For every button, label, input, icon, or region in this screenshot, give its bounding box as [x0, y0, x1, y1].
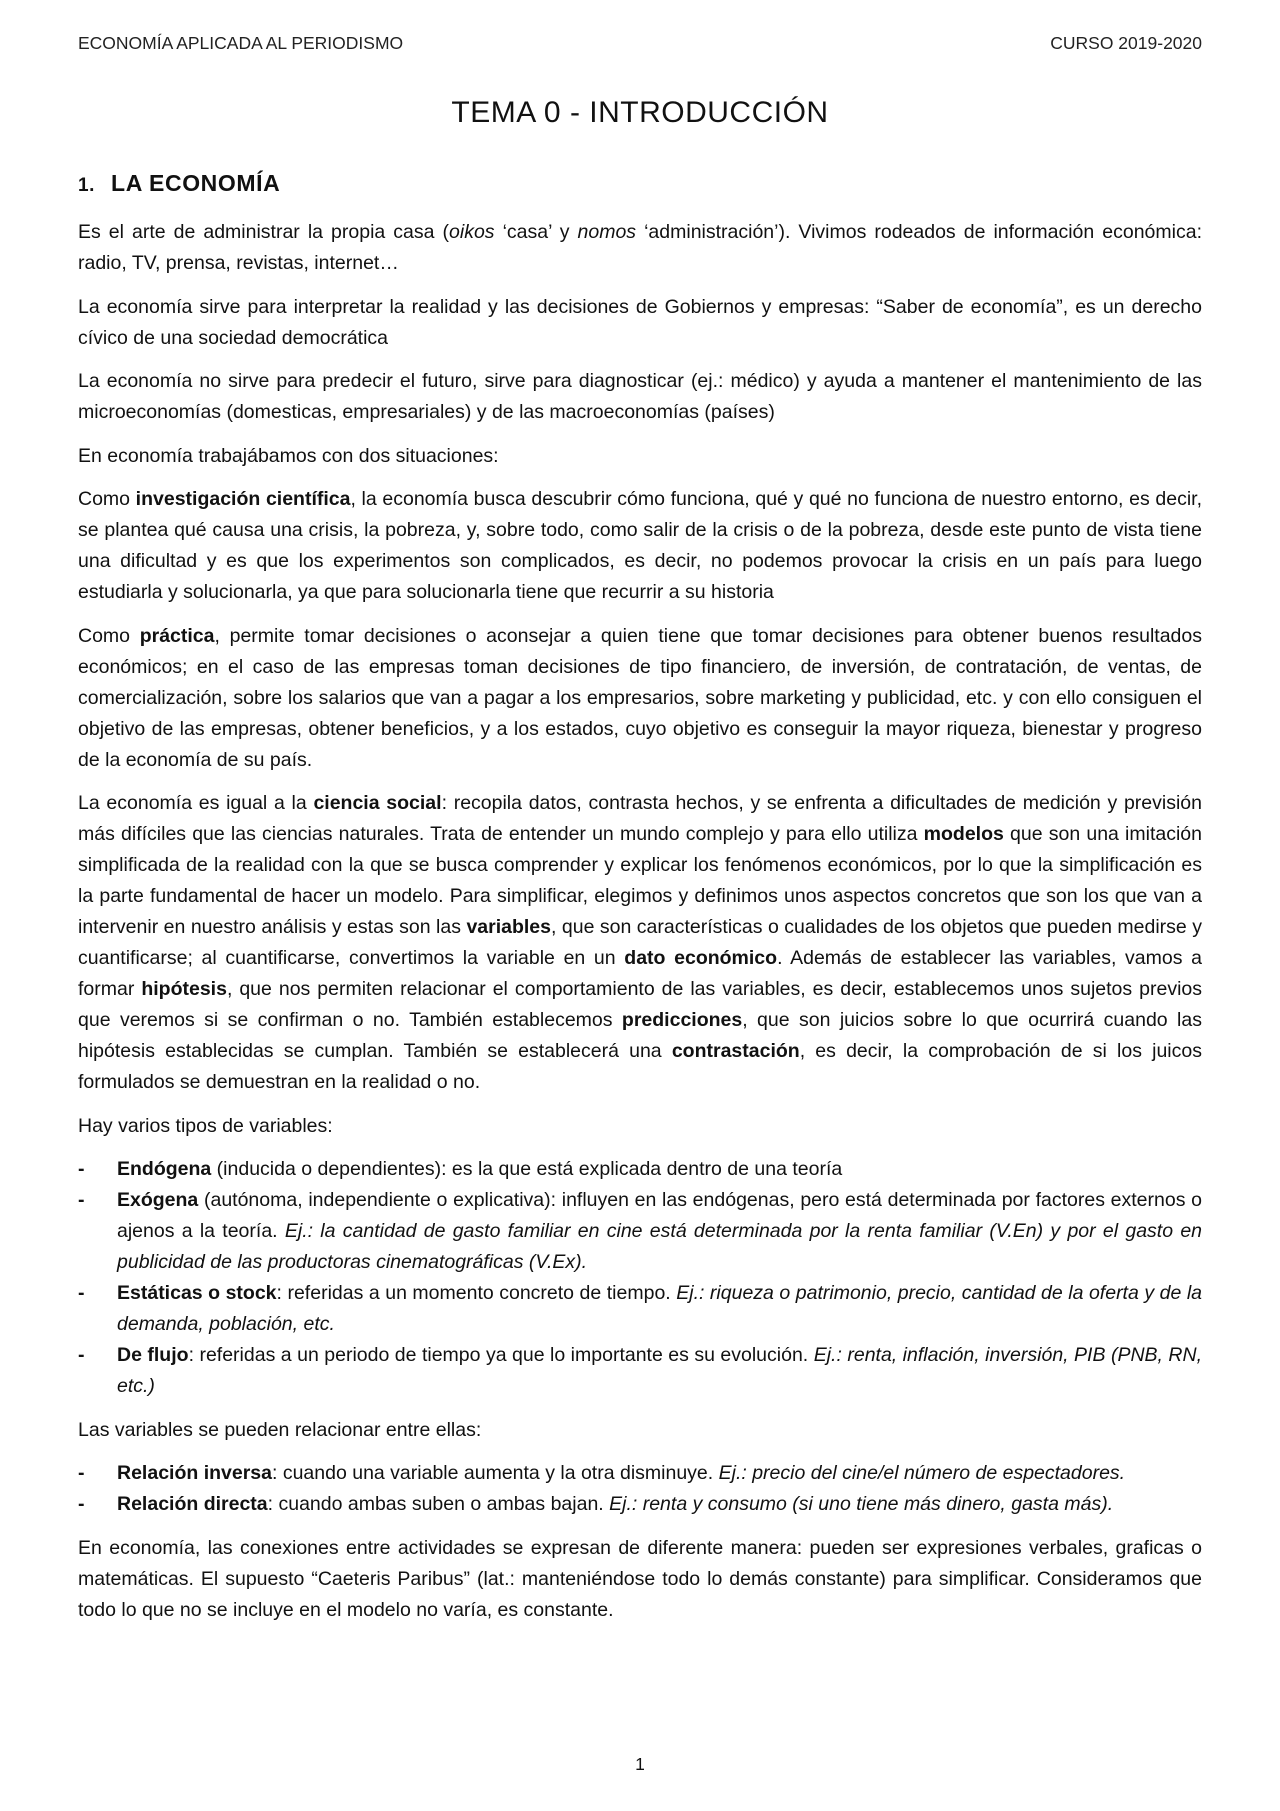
text-run: , que nos permiten relacionar el comportamiento de las variables, es decir, establecemos unos sujetos previos que veremos si se confirman o no. También establecemos — [78, 978, 1202, 1031]
bold-term: contrastación — [671, 1040, 800, 1062]
example-text: Ej.: precio del cine/el número de espectadores. — [718, 1462, 1126, 1484]
text-run: : cuando una variable aumenta y la otra disminuye. — [272, 1462, 719, 1484]
page-number: 1 — [635, 1754, 645, 1774]
dash-bullet: - — [78, 1462, 85, 1484]
paragraph-social-science — [78, 788, 1202, 1098]
list-item — [78, 1278, 1202, 1340]
bold-term: práctica — [139, 624, 215, 647]
dash-bullet: - — [78, 1493, 85, 1515]
bold-term: modelos — [923, 823, 1004, 845]
bold-term: Estáticas o stock — [117, 1282, 277, 1304]
relations-list — [78, 1458, 1202, 1520]
course-name: ECONOMÍA APLICADA AL PERIODISMO — [78, 33, 404, 53]
bold-term: variables — [466, 916, 551, 938]
bold-term: dato económico — [624, 947, 778, 969]
text-run: , la economía busca descubrir cómo funciona, qué y qué no funciona de nuestro entorno, es decir, se plantea qué causa una crisis, la pobreza, y, sobre todo, como salir de la crisis o de la pobreza, desde este punto de vista tiene una dificultad y es que los experimentos son complicados, es decir, no podemos provocar la crisis en un país para luego estudiarla y solucionarla, ya que para solucionarla tiene que recurrir a su historia — [78, 488, 1202, 603]
text-run: (inducida o dependientes): es la que está explicada dentro de una teoría — [211, 1158, 843, 1180]
bold-term: Exógena — [117, 1189, 199, 1211]
text-run: La economía es igual a la — [78, 792, 314, 814]
paragraph-definition — [78, 217, 1202, 279]
italic-term: oikos — [449, 221, 495, 243]
text-run: , es decir, la comprobación de si los juicos formulados se demuestran en la realidad o no. — [78, 1040, 1202, 1093]
text-run: ‘casa’ y — [494, 221, 578, 243]
bold-term: Relación directa — [117, 1493, 268, 1515]
course-year: CURSO 2019-2020 — [1050, 33, 1202, 53]
list-item — [78, 1340, 1202, 1402]
text-run: que son una imitación simplificada de la realidad con la que se busca comprender y explicar los fenómenos económicos, por lo que la simplificación es la parte fundamental de hacer un modelo. Para simplificar, elegimos y definimos unos aspectos concretos que son los que van a intervenir en nuestro análisis y estas son las — [78, 823, 1202, 938]
text-run: : referidas a un momento concreto de tiempo. — [276, 1282, 677, 1304]
paragraph-scientific-research — [78, 484, 1202, 608]
bold-term: De flujo — [117, 1344, 189, 1366]
bold-term: investigación científica — [135, 488, 351, 510]
paragraph-diagnosis: La economía no sirve para predecir el futuro, sirve para diagnosticar (ej.: médico) y ayuda a mantener el mantenimiento de las microeconomías (domesticas, empresariales) y de las macroeconomías (países) — [78, 370, 1202, 423]
bold-term: Endógena — [117, 1158, 212, 1180]
paragraph-caeteris-paribus: En economía, las conexiones entre actividades se expresan de diferente manera: pueden ser expresiones verbales, graficas o matemáticas. El supuesto “Caeteris Paribus” (lat.: manteniéndose todo lo demás constante) para simplificar. Consideramos que todo lo que no se incluye en el modelo no varía, es constante. — [78, 1536, 1202, 1621]
text-run: , que son características o cualidades de los objetos que pueden medirse y cuantificarse; al cuantificarse, convertimos la variable en un — [78, 916, 1202, 969]
paragraph-variable-types-intro: Hay varios tipos de variables: — [78, 1114, 333, 1137]
section-title: LA ECONOMÍA — [111, 170, 281, 196]
section-number: 1. — [78, 175, 96, 196]
text-run: : recopila datos, contrasta hechos, y se enfrenta a dificultades de medición y previsión más difíciles que las ciencias naturales. Trata de entender un mundo complejo y para ello utiliza — [78, 792, 1202, 845]
text-run: Como — [78, 624, 140, 647]
dash-bullet: - — [78, 1158, 85, 1180]
section-heading — [78, 170, 280, 197]
list-item — [78, 1185, 1202, 1278]
body-text — [78, 217, 1202, 1638]
list-item — [78, 1458, 1202, 1489]
example-text: Ej.: riqueza o patrimonio, precio, cantidad de la oferta y de la demanda, población, etc. — [117, 1282, 1202, 1335]
text-run: Es el arte de administrar la propia casa ( — [78, 221, 450, 243]
text-run: Como — [78, 488, 136, 510]
variable-types-list — [78, 1154, 1202, 1402]
dash-bullet: - — [78, 1344, 85, 1366]
paragraph-situations-intro: En economía trabajábamos con dos situaciones: — [78, 444, 499, 467]
bold-term: Relación inversa — [117, 1462, 272, 1484]
list-item — [78, 1489, 1202, 1520]
example-text: Ej.: la cantidad de gasto familiar en cine está determinada por la renta familiar (V.En) y por el gasto en publicidad de las productoras cinematográficas (V.Ex). — [117, 1220, 1203, 1273]
list-item — [78, 1154, 1202, 1185]
text-run: . Además de establecer las variables, vamos a formar — [78, 947, 1202, 1000]
italic-term: nomos — [577, 221, 637, 243]
bold-term: ciencia social — [313, 792, 442, 814]
text-run: : referidas a un periodo de tiempo ya que lo importante es su evolución. — [188, 1344, 814, 1366]
text-run: ‘administración’). Vivimos rodeados de información económica: radio, TV, prensa, revistas, internet… — [78, 221, 1202, 274]
text-run: , que son juicios sobre lo que ocurrirá cuando las hipótesis establecidas se cumplan. También se establecerá una — [78, 1009, 1202, 1062]
text-run: , permite tomar decisiones o aconsejar a quien tiene que tomar decisiones para obtener buenos resultados económicos; en el caso de las empresas toman decisiones de tipo financiero, de inversión, de contratación, de ventas, de comercialización, sobre los salarios que van a pagar a los empresarios, sobre marketing y publicidad, etc. y con ello consiguen el objetivo de las empresas, obtener beneficios, y a los estados, cuyo objetivo es conseguir la mayor riqueza, bienestar y progreso de la economía de su país. — [78, 624, 1202, 771]
running-header — [78, 33, 1202, 54]
bold-term: predicciones — [621, 1009, 743, 1031]
bold-term: hipótesis — [141, 978, 227, 1000]
paragraph-purpose: La economía sirve para interpretar la realidad y las decisiones de Gobiernos y empresas: “Saber de economía”, es un derecho cívico de una sociedad democrática — [78, 295, 1202, 349]
example-text: Ej.: renta y consumo (si uno tiene más dinero, gasta más). — [609, 1493, 1114, 1515]
paragraph-practice — [78, 621, 1202, 776]
paragraph-relations-intro: Las variables se pueden relacionar entre ellas: — [78, 1418, 482, 1441]
page-title: TEMA 0 - INTRODUCCIÓN — [451, 96, 829, 129]
text-run: : cuando ambas suben o ambas bajan. — [267, 1493, 610, 1515]
text-run: (autónoma, independiente o explicativa): influyen en las endógenas, pero está determinada por factores externos o ajenos a la teoría. — [117, 1189, 1202, 1242]
example-text: Ej.: renta, inflación, inversión, PIB (PNB, RN, etc.) — [117, 1344, 1203, 1397]
dash-bullet: - — [78, 1282, 85, 1304]
dash-bullet: - — [78, 1189, 85, 1211]
